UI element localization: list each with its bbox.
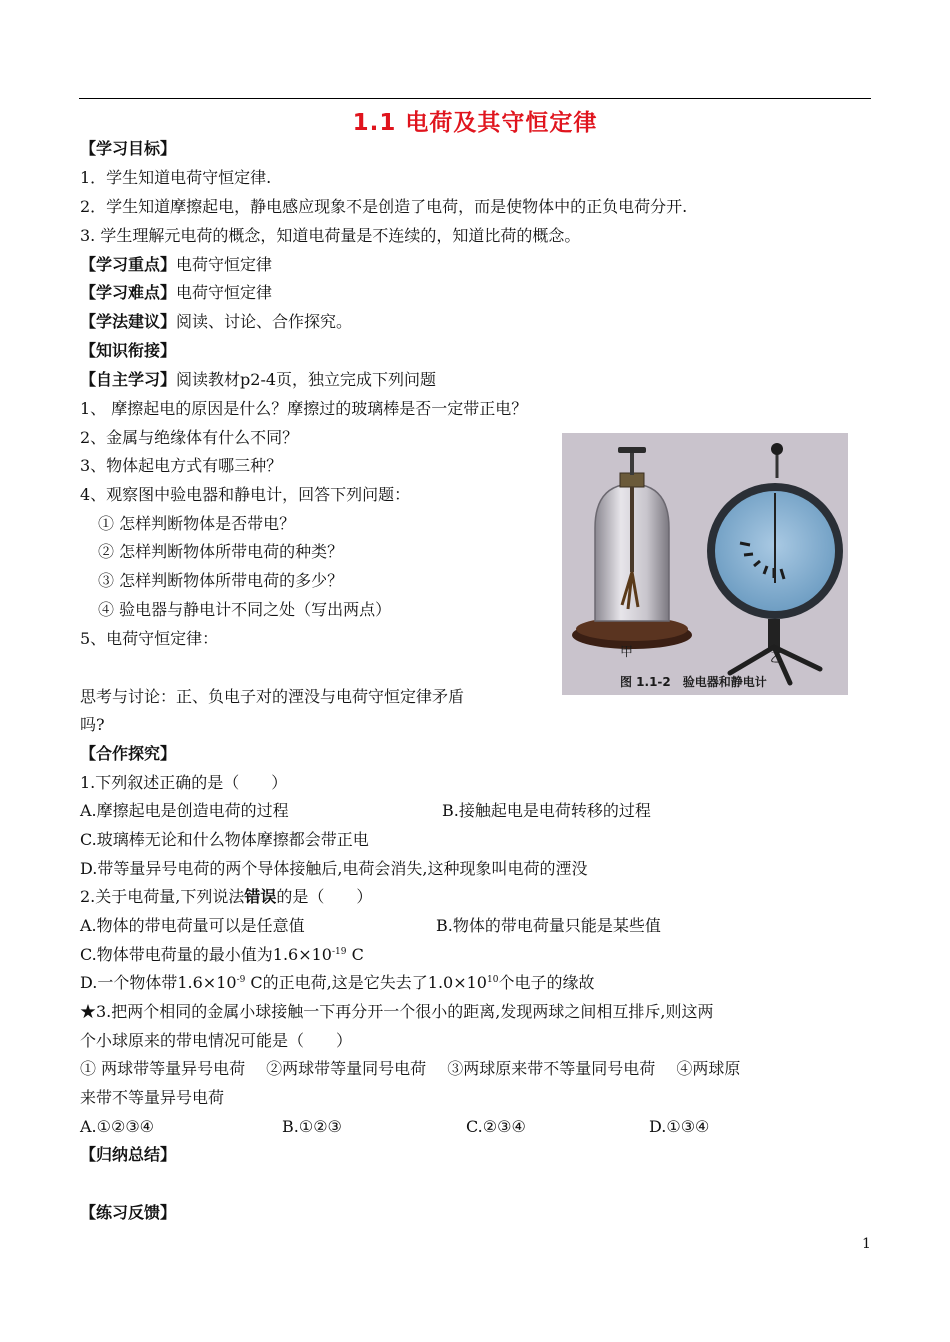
section-bridge: 【知识衔接】 bbox=[80, 341, 177, 360]
method-label: 【学法建议】 bbox=[80, 312, 177, 331]
q1-option-b: B.接触起电是电荷转移的过程 bbox=[442, 801, 651, 820]
electroscope bbox=[572, 447, 692, 649]
q3-option-b: B.①②③ bbox=[282, 1117, 342, 1136]
question-4-sub-3: ③ 怎样判断物体所带电荷的多少？ bbox=[98, 571, 344, 590]
q2-d-exponent-1: -9 bbox=[236, 975, 246, 985]
q3-line-4: 来带不等量异号电荷 bbox=[80, 1088, 225, 1107]
q3-option-c: C.②③④ bbox=[466, 1117, 526, 1136]
q1-stem: 1.下列叙述正确的是（ ） bbox=[80, 773, 288, 792]
q2-d-text-a: D.一个物体带1.6×10 bbox=[80, 973, 237, 992]
q2-stem-emphasis: 错误 bbox=[244, 887, 277, 906]
section-practice: 【练习反馈】 bbox=[80, 1203, 177, 1222]
header-rule bbox=[79, 98, 871, 99]
question-4-sub-4: ④ 验电器与静电计不同之处（写出两点） bbox=[98, 600, 392, 619]
discussion-line-1: 思考与讨论：正、负电子对的湮没与电荷守恒定律矛盾 bbox=[80, 687, 465, 706]
q2-option-a: A.物体的带电荷量可以是任意值 bbox=[80, 916, 305, 935]
self-study-line bbox=[80, 369, 436, 391]
self-study-text: 阅读教材p2-4页，独立完成下列问题 bbox=[176, 370, 437, 389]
discussion-line-2: 吗? bbox=[80, 715, 105, 734]
figure-label-left: 甲 bbox=[620, 645, 634, 660]
q3-line-2: 个小球原来的带电情况可能是（ ） bbox=[80, 1031, 353, 1050]
q2-c-unit: C bbox=[346, 945, 364, 964]
focus-line bbox=[80, 254, 272, 276]
method-text: 阅读、讨论、合作探究。 bbox=[176, 312, 353, 331]
figure-illustration bbox=[562, 433, 848, 695]
goal-3: 3. 学生理解元电荷的概念，知道电荷量是不连续的，知道比荷的概念。 bbox=[80, 226, 581, 245]
difficulty-label: 【学习难点】 bbox=[80, 283, 177, 302]
q2-stem-a: 2.关于电荷量,下列说法 bbox=[80, 887, 245, 906]
goal-2: 2．学生知道摩擦起电，静电感应现象不是创造了电荷，而是使物体中的正负电荷分开. bbox=[80, 197, 688, 216]
section-summary: 【归纳总结】 bbox=[80, 1145, 177, 1164]
focus-text: 电荷守恒定律 bbox=[176, 255, 273, 274]
q2-stem-b: 的是（ ） bbox=[276, 887, 373, 906]
page-number: 1 bbox=[862, 1236, 871, 1252]
q1-option-d: D.带等量异号电荷的两个导体接触后,电荷会消失,这种现象叫电荷的湮没 bbox=[80, 859, 588, 878]
difficulty-line bbox=[80, 282, 272, 304]
q1-option-c: C.玻璃棒无论和什么物体摩擦都会带正电 bbox=[80, 830, 369, 849]
q2-d-text-b: C的正电荷,这是它失去了1.0×10 bbox=[245, 973, 487, 992]
figure-label-right: 乙 bbox=[770, 651, 784, 666]
q1-option-a: A.摩擦起电是创造电荷的过程 bbox=[80, 801, 289, 820]
method-line bbox=[80, 311, 352, 333]
question-4: 4、观察图中验电器和静电计，回答下列问题： bbox=[80, 485, 411, 504]
question-5: 5、电荷守恒定律： bbox=[80, 629, 219, 648]
q2-option-b: B.物体的带电荷量只能是某些值 bbox=[436, 916, 661, 935]
q2-d-exponent-2: 10 bbox=[486, 975, 499, 985]
q2-c-text: C.物体带电荷量的最小值为1.6×10 bbox=[80, 945, 332, 964]
q3-line-3: ① 两球带等量异号电荷 ②两球带等量同号电荷 ③两球原来带不等量同号电荷 ④两球原 bbox=[80, 1059, 741, 1078]
q3-line-1: ★3.把两个相同的金属小球接触一下再分开一个很小的距离,发现两球之间相互排斥,则这两 bbox=[80, 1002, 714, 1021]
section-goals: 【学习目标】 bbox=[80, 139, 177, 158]
page-title: 1.1 电荷及其守恒定律 bbox=[352, 110, 598, 136]
goal-1: 1．学生知道电荷守恒定律. bbox=[80, 168, 272, 187]
question-4-sub-1: ① 怎样判断物体是否带电？ bbox=[98, 514, 296, 533]
q3-option-a: A.①②③④ bbox=[80, 1117, 155, 1136]
q2-option-c bbox=[80, 944, 364, 966]
question-4-sub-2: ② 怎样判断物体所带电荷的种类？ bbox=[98, 542, 344, 561]
self-study-label: 【自主学习】 bbox=[80, 370, 177, 389]
focus-label: 【学习重点】 bbox=[80, 255, 177, 274]
q3-option-d: D.①③④ bbox=[649, 1117, 710, 1136]
q2-c-exponent: -19 bbox=[331, 947, 347, 957]
q2-d-text-c: 个电子的缘故 bbox=[498, 973, 595, 992]
question-2: 2、金属与绝缘体有什么不同？ bbox=[80, 428, 299, 447]
figure-caption: 图 1.1-2 验电器和静电计 bbox=[620, 675, 767, 689]
q2-option-d bbox=[80, 972, 594, 994]
question-3: 3、物体起电方式有哪三种？ bbox=[80, 456, 283, 475]
question-1: 1、 摩擦起电的原因是什么？摩擦过的玻璃棒是否一定带正电？ bbox=[80, 399, 528, 418]
figure-electroscope-electrometer bbox=[562, 433, 848, 695]
q2-stem bbox=[80, 886, 372, 908]
section-coop: 【合作探究】 bbox=[80, 744, 177, 763]
difficulty-text: 电荷守恒定律 bbox=[176, 283, 273, 302]
